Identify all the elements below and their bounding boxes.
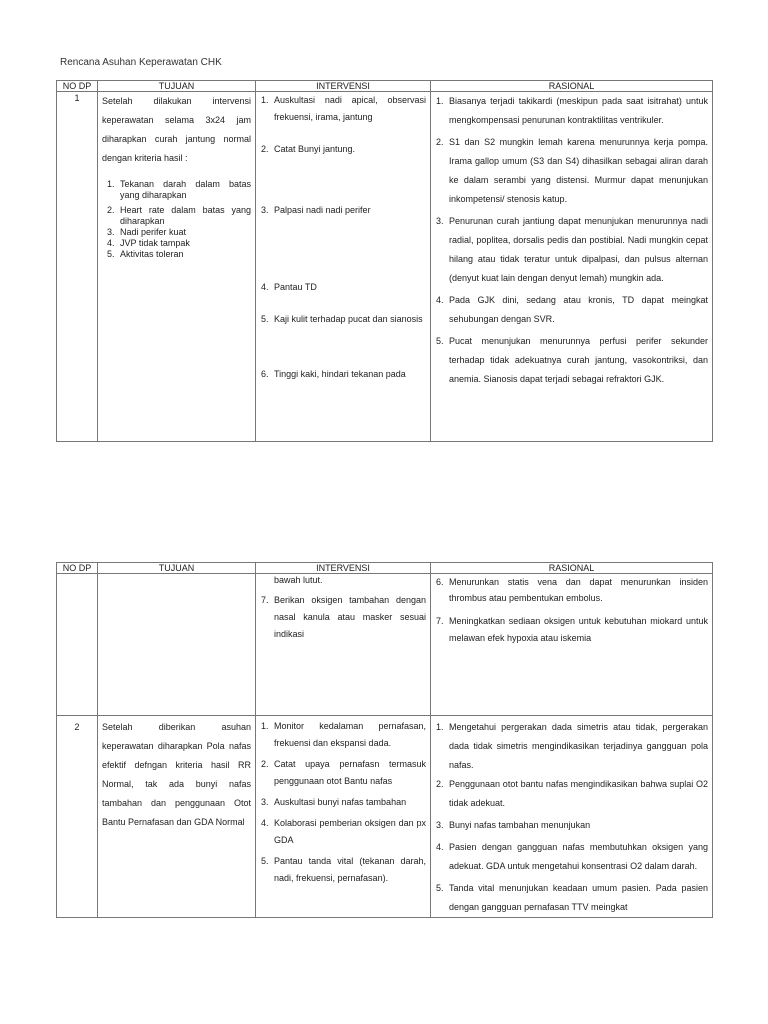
list-item: 2. Catat upaya pernafasn termasuk penggunaan otot Bantu nafas: [261, 759, 426, 786]
no-dp-cell: 2: [57, 716, 98, 918]
list-item: 3. Bunyi nafas tambahan menunjukan: [436, 820, 591, 830]
document-title: Rencana Asuhan Keperawatan CHK: [60, 57, 222, 68]
list-item: 1. Mengetahui pergerakan dada simetris atau tidak, pergerakan dada tidak simetris mengindikasikan terjadinya gangguan pola nafas.: [436, 722, 708, 770]
list-item: 4. Kolaborasi pemberian oksigen dan px GDA: [261, 818, 426, 845]
list-item: 5. Pucat menunjukan menurunnya perfusi perifer sekunder terhadap tidak adekuatnya curah jantung, vasokontriksi, dan anemia. Sianosis dapat terjadi sebagai refraktori GJK.: [436, 336, 708, 384]
list-item: 7. Meningkatkan sediaan oksigen untuk kebutuhan miokard untuk melawan efek hypoxia atau iskemia: [436, 616, 708, 643]
list-item: 2. Catat Bunyi jantung.: [261, 144, 356, 154]
header-no-dp: NO DP: [57, 81, 98, 92]
tujuan-text: Setelah diberikan asuhan keperawatan diharapkan Pola nafas efektif defngan kriteria hasil RR Normal, tak ada bunyi nafas tambahan dan penggunaan Otot Bantu Pernafasan dan GDA Normal: [102, 722, 251, 827]
intervensi-list: [260, 718, 426, 887]
table-row: [57, 92, 713, 442]
rasional-cell: [431, 92, 713, 442]
list-item: 6. Menurunkan statis vena dan dapat menurunkan insiden thrombus atau pembentukan embolus.: [436, 577, 708, 603]
list-item: 3. Nadi perifer kuat: [107, 227, 187, 237]
list-item: 5. Pantau tanda vital (tekanan darah, nadi, frekuensi, pernafasan).: [261, 856, 426, 883]
rasional-list: [435, 718, 708, 917]
no-dp-cell: [57, 574, 98, 716]
intervensi-cell: [256, 574, 431, 716]
list-item: 4. Pasien dengan gangguan nafas membutuhkan oksigen yang adekuat. GDA untuk mengetahui konsentrasi O2 dalam darah.: [436, 842, 708, 871]
list-item: 5. Aktivitas toleran: [107, 249, 184, 259]
tujuan-cell: [98, 574, 256, 716]
table-header-row: [57, 563, 713, 574]
list-item: 3. Palpasi nadi nadi perifer: [261, 205, 371, 215]
header-tujuan: TUJUAN: [98, 563, 256, 574]
table-row: [57, 574, 713, 716]
table-header-row: [57, 81, 713, 92]
list-item: 5. Tanda vital menunjukan keadaan umum pasien. Pada pasien dengan gangguan pernafasan TTV meingkat: [436, 883, 708, 912]
header-tujuan: TUJUAN: [98, 81, 256, 92]
care-plan-table-2: [56, 562, 713, 918]
intervensi-list: [260, 574, 426, 643]
header-rasional: RASIONAL: [431, 563, 713, 574]
tujuan-cell: [98, 716, 256, 918]
intervensi-cell: [256, 716, 431, 918]
list-item: 4. Pada GJK dini, sedang atau kronis, TD dapat meingkat sehubungan dengan SVR.: [436, 295, 708, 324]
list-item: 3. Auskultasi bunyi nafas tambahan: [261, 797, 407, 807]
header-rasional: RASIONAL: [431, 81, 713, 92]
list-item: 5. Kaji kulit terhadap pucat dan sianosis: [261, 314, 423, 324]
rasional-list: [435, 574, 708, 647]
list-item: 2. Penggunaan otot bantu nafas mengindikasikan bahwa suplai O2 tidak adekuat.: [436, 779, 708, 808]
header-no-dp: NO DP: [57, 563, 98, 574]
list-item: 2. S1 dan S2 mungkin lemah karena menurunnya kerja pompa. Irama gallop umum (S3 dan S4) dihasilkan sebagai aliran darah ke dalam serambi yang distensi. Murmur dapat menunjukan inkompetensi/ stenosis katup.: [436, 137, 708, 204]
rasional-cell: [431, 716, 713, 918]
list-item: bawah lutut.: [274, 575, 323, 585]
header-intervensi: INTERVENSI: [256, 563, 431, 574]
list-item: 4. JVP tidak tampak: [107, 238, 190, 248]
list-item: 1. Biasanya terjadi takikardi (meskipun pada saat isitrahat) untuk mengkompensasi penurunan kontraktilitas ventrikuler.: [436, 96, 708, 125]
rasional-list: [435, 92, 708, 389]
list-item: 2. Heart rate dalam batas yang diharapkan: [107, 205, 251, 226]
care-plan-table-1: [56, 80, 713, 442]
rasional-cell: [431, 574, 713, 716]
list-item: 3. Penurunan curah jantiung dapat menunjukan menurunnya nadi radial, poplitea, dorsalis pedis dan postibial. Nadi mungkin cepat hilang atau tidak teratur untuk dipalpasi, dan pulsus alternan (denyut kuat lain dengan denyut lemah) mungkin ada.: [436, 216, 708, 283]
list-item: 4. Pantau TD: [261, 282, 317, 292]
intervensi-cell: [256, 92, 431, 442]
tujuan-text: Setelah dilakukan intervensi keperawatan selama 3x24 jam diharapkan curah jantung normal dengan kriteria hasil :: [102, 96, 251, 163]
kriteria-list: [106, 179, 251, 260]
list-item: 6. Tinggi kaki, hindari tekanan pada: [261, 369, 406, 379]
no-dp-cell: 1: [57, 92, 98, 442]
table-row: [57, 716, 713, 918]
list-item: 1. Tekanan darah dalam batas yang diharapkan: [107, 179, 251, 200]
intervensi-list: [260, 92, 426, 383]
header-intervensi: INTERVENSI: [256, 81, 431, 92]
list-item: 1. Monitor kedalaman pernafasan, frekuensi dan ekspansi dada.: [261, 721, 426, 748]
tujuan-cell: [98, 92, 256, 442]
list-item: 1. Auskultasi nadi apical, observasi frekuensi, irama, jantung: [261, 95, 426, 122]
list-item: 7. Berikan oksigen tambahan dengan nasal kanula atau masker sesuai indikasi: [261, 595, 426, 639]
